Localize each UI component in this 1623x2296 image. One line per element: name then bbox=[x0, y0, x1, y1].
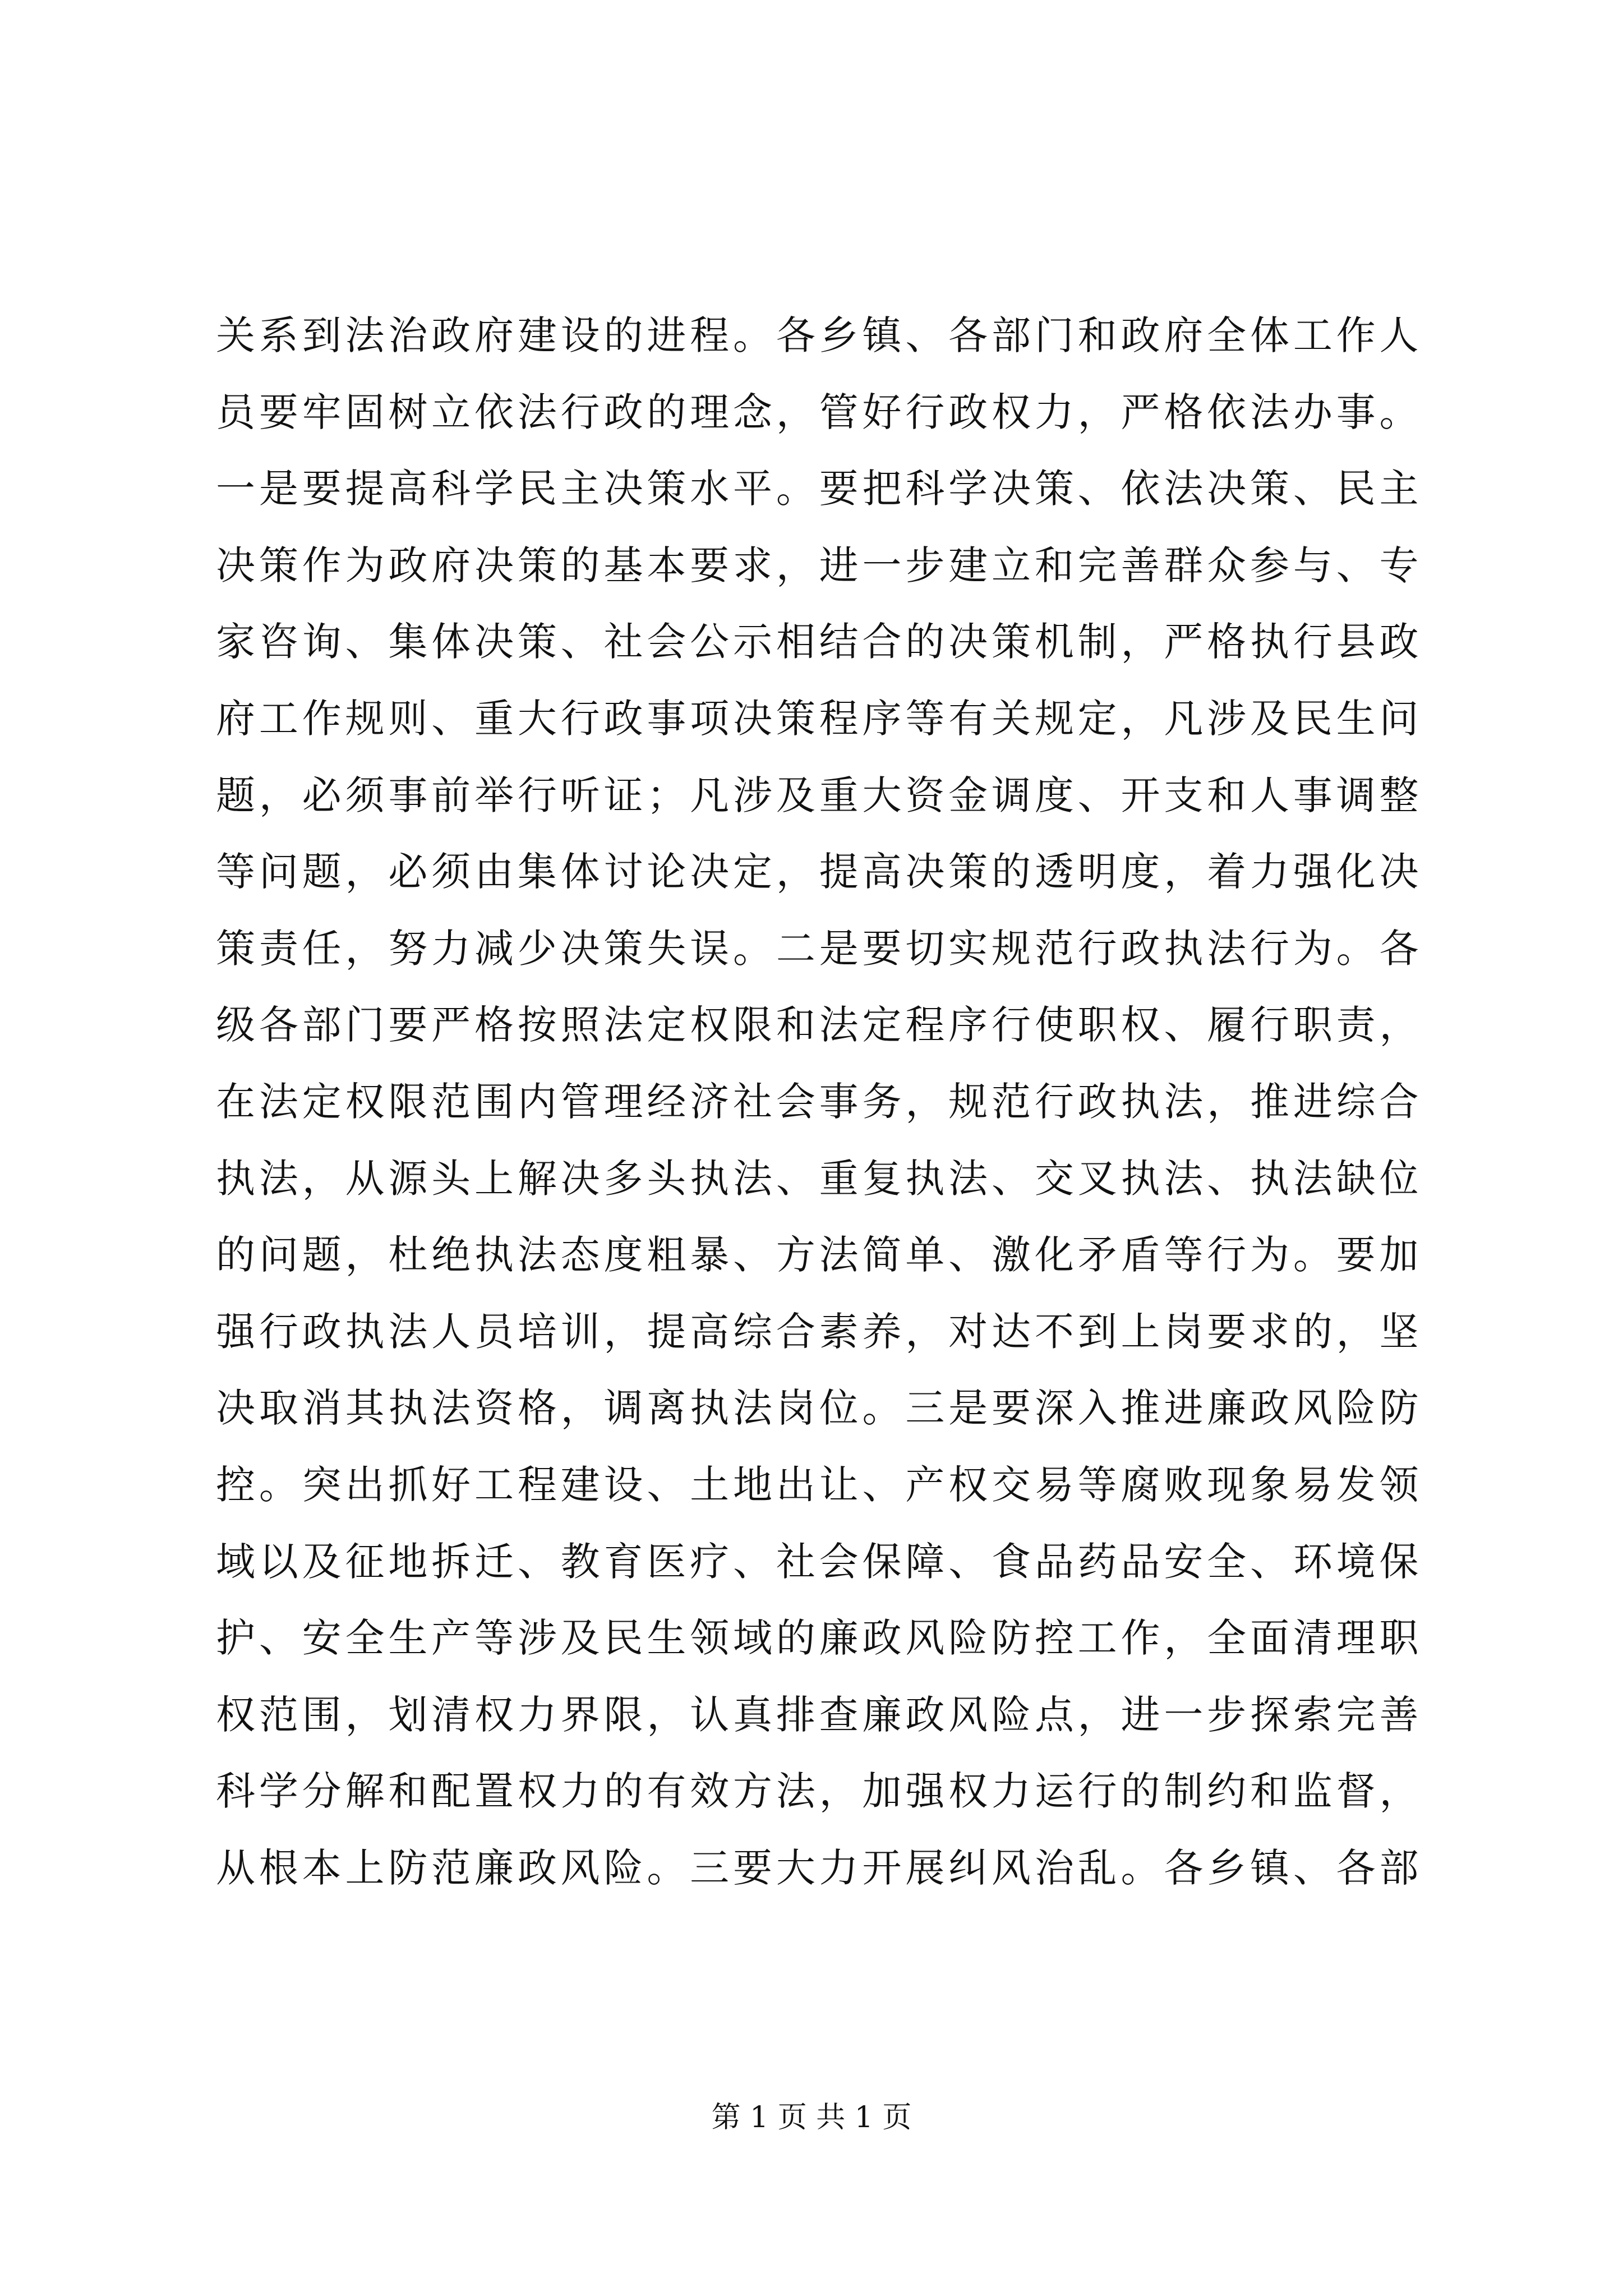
page-footer bbox=[0, 2098, 1623, 2137]
text-line: 员要牢固树立依法行政的理念，管好行政权力，严格依法办事。 bbox=[216, 389, 1419, 435]
text-line: 的问题，杜绝执法态度粗暴、方法简单、激化矛盾等行为。要加 bbox=[216, 1232, 1419, 1278]
page-number-label: 第 1 页 共 1 页 bbox=[711, 2101, 912, 2134]
text-line: 家咨询、集体决策、社会公示相结合的决策机制，严格执行县政 bbox=[216, 619, 1419, 665]
text-line: 权范围，划清权力界限，认真排查廉政风险点，进一步探索完善 bbox=[216, 1691, 1419, 1738]
text-line: 题，必须事前举行听证；凡涉及重大资金调度、开支和人事调整 bbox=[216, 772, 1419, 818]
text-line: 在法定权限范围内管理经济社会事务，规范行政执法，推进综合 bbox=[216, 1078, 1419, 1125]
text-line: 从根本上防范廉政风险。三要大力开展纠风治乱。各乡镇、各部 bbox=[216, 1844, 1419, 1891]
text-line: 控。突出抓好工程建设、土地出让、产权交易等腐败现象易发领 bbox=[216, 1461, 1419, 1508]
text-line: 等问题，必须由集体讨论决定，提高决策的透明度，着力强化决 bbox=[216, 849, 1419, 895]
text-line: 决策作为政府决策的基本要求，进一步建立和完善群众参与、专 bbox=[216, 542, 1419, 588]
text-line: 执法，从源头上解决多头执法、重复执法、交叉执法、执法缺位 bbox=[216, 1155, 1419, 1202]
text-line: 府工作规则、重大行政事项决策程序等有关规定，凡涉及民生问 bbox=[216, 695, 1419, 742]
text-line: 护、安全生产等涉及民生领域的廉政风险防控工作，全面清理职 bbox=[216, 1615, 1419, 1662]
body-paragraph bbox=[216, 297, 1419, 1906]
text-line: 级各部门要严格按照法定权限和法定程序行使职权、履行职责， bbox=[216, 1002, 1419, 1048]
text-line: 一是要提高科学民主决策水平。要把科学决策、依法决策、民主 bbox=[216, 466, 1419, 512]
text-line: 强行政执法人员培训，提高综合素养，对达不到上岗要求的，坚 bbox=[216, 1308, 1419, 1355]
text-line: 决取消其执法资格，调离执法岗位。三是要深入推进廉政风险防 bbox=[216, 1385, 1419, 1432]
text-line: 策责任，努力减少决策失误。二是要切实规范行政执法行为。各 bbox=[216, 925, 1419, 972]
text-line: 科学分解和配置权力的有效方法，加强权力运行的制约和监督， bbox=[216, 1768, 1419, 1815]
text-line: 域以及征地拆迁、教育医疗、社会保障、食品药品安全、环境保 bbox=[216, 1538, 1419, 1585]
text-line: 关系到法治政府建设的进程。各乡镇、各部门和政府全体工作人 bbox=[216, 312, 1419, 358]
